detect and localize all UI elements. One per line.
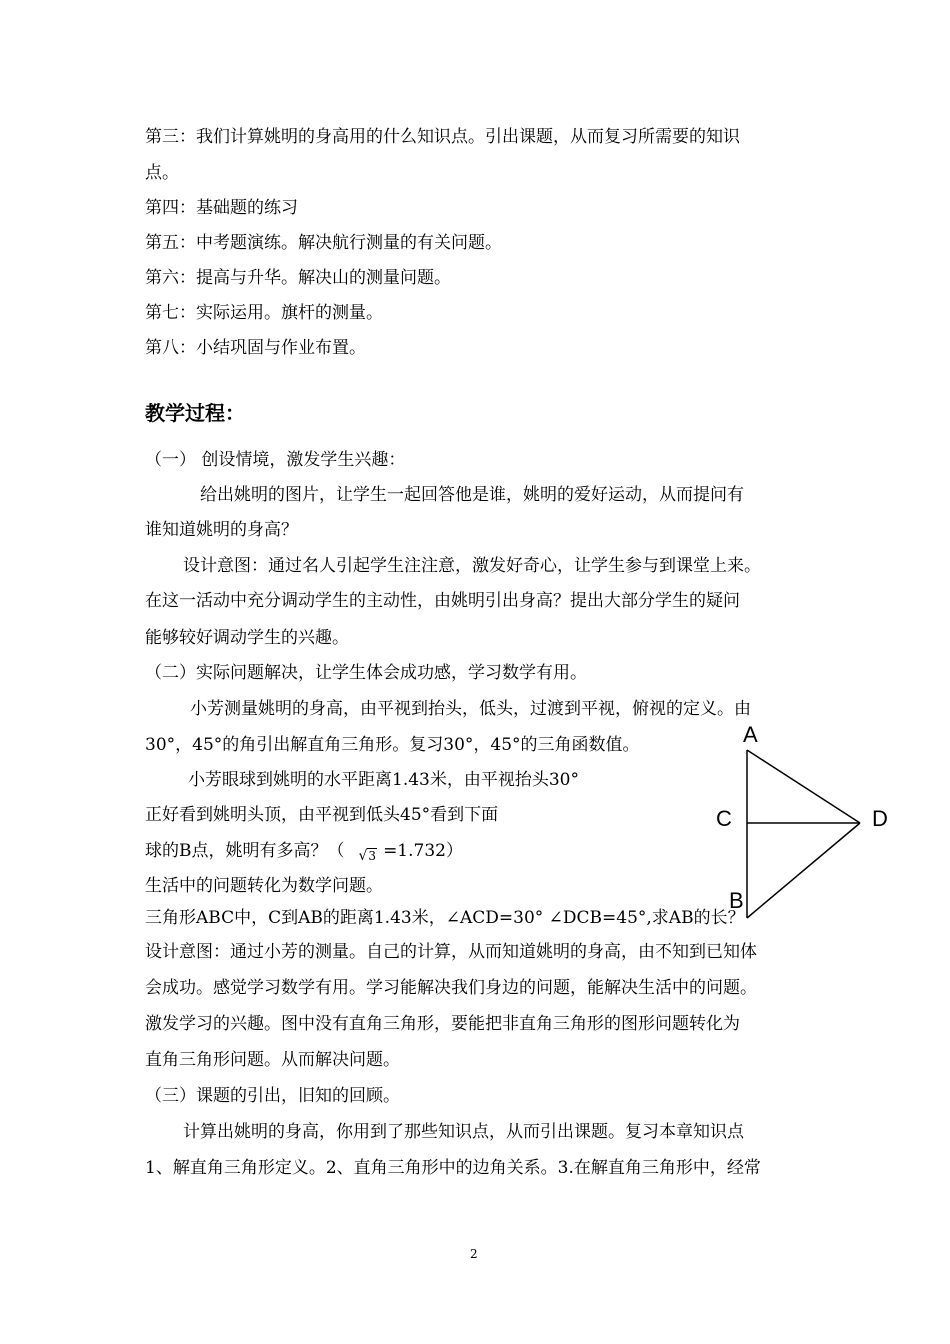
vertex-label-b: B: [729, 888, 744, 913]
segment-ad: [747, 750, 860, 823]
part-1-title: （一） 创设情境，激发学生兴趣：: [145, 450, 406, 470]
part-2-paragraph-3-line-1: 设计意图：通过小芳的测量。自己的计算，从而知道姚明的身高，由不知到已知体: [145, 942, 757, 962]
vertex-label-d: D: [872, 806, 888, 831]
vertex-label-a: A: [743, 722, 758, 747]
part-2-paragraph-2-line-4: 生活中的问题转化为数学问题。: [145, 876, 383, 896]
outline-item-7: 第七：实际运用。旗杆的测量。: [145, 303, 383, 323]
vertex-label-c: C: [716, 806, 732, 831]
outline-item-8: 第八：小结巩固与作业布置。: [145, 338, 366, 358]
part-1-paragraph-2-line-2: 在这一活动中充分调动学生的主动性，由姚明引出身高？提出大部分学生的疑问: [145, 591, 740, 611]
radical-sign-icon: √: [358, 848, 368, 864]
part-2-paragraph-2-line-5: 三角形ABC中，C到AB的距离1.43米，∠ACD=30° ∠DCB=45°,求AB的长？: [145, 908, 745, 928]
part-3-paragraph-1-line-1: 计算出姚明的身高，你用到了那些知识点，从而引出课题。复习本章知识点: [183, 1122, 744, 1142]
part-2-paragraph-3-line-2: 会成功。感觉学习数学有用。学习能解决我们身边的问题，能解决生活中的问题。: [145, 978, 757, 998]
sqrt-value-text: =1.732）: [383, 841, 463, 861]
triangle-figure: [740, 745, 870, 925]
part-3-paragraph-1-line-2: 1、解直角三角形定义。2、直角三角形中的边角关系。3.在解直角三角形中，经常: [145, 1158, 761, 1178]
question-text: 球的B点，姚明有多高？（: [145, 841, 345, 861]
part-2-paragraph-2-line-2: 正好看到姚明头顶，由平视到低头45°看到下面: [145, 805, 499, 825]
section-heading: 教学过程：: [145, 401, 245, 425]
square-root-expression: [359, 845, 378, 867]
outline-item-5: 第五：中考题演练。解决航行测量的有关问题。: [145, 233, 502, 253]
part-1-paragraph-1-line-2: 谁知道姚明的身高？: [145, 520, 298, 540]
part-2-paragraph-2-line-3: [145, 840, 463, 863]
part-2-title: （二）实际问题解决，让学生体会成功感，学习数学有用。: [145, 663, 587, 683]
part-1-paragraph-1-line-1: 给出姚明的图片，让学生一起回答他是谁，姚明的爱好运动，从而提问有: [200, 485, 744, 505]
part-2-paragraph-3-line-4: 直角三角形问题。从而解决问题。: [145, 1050, 400, 1070]
part-1-paragraph-2-line-3: 能够较好调动学生的兴趣。: [145, 628, 349, 648]
outline-item-3-line-2: 点。: [145, 163, 179, 183]
page-number: 2: [470, 1247, 478, 1261]
part-2-paragraph-3-line-3: 激发学习的兴趣。图中没有直角三角形，要能把非直角三角形的图形问题转化为: [145, 1014, 740, 1034]
outline-item-6: 第六：提高与升华。解决山的测量问题。: [145, 268, 451, 288]
outline-item-3-line-1: 第三：我们计算姚明的身高用的什么知识点。引出课题，从而复习所需要的知识: [145, 127, 740, 147]
part-1-paragraph-2-line-1: 设计意图：通过名人引起学生注注意，激发好奇心，让学生参与到课堂上来。: [183, 556, 761, 576]
segment-bd: [747, 823, 860, 918]
part-2-paragraph-2-line-1: 小芳眼球到姚明的水平距离1.43米，由平视抬头30°: [188, 770, 579, 790]
part-2-paragraph-1-line-2: 30°，45°的角引出解直角三角形。复习30°，45°的三角函数值。: [145, 735, 640, 755]
part-2-paragraph-1-line-1: 小芳测量姚明的身高，由平视到抬头，低头，过渡到平视，俯视的定义。由: [190, 699, 751, 719]
part-3-title: （三）课题的引出，旧知的回顾。: [145, 1086, 400, 1106]
outline-item-4: 第四：基础题的练习: [145, 198, 298, 218]
radicand: 3: [368, 849, 377, 863]
